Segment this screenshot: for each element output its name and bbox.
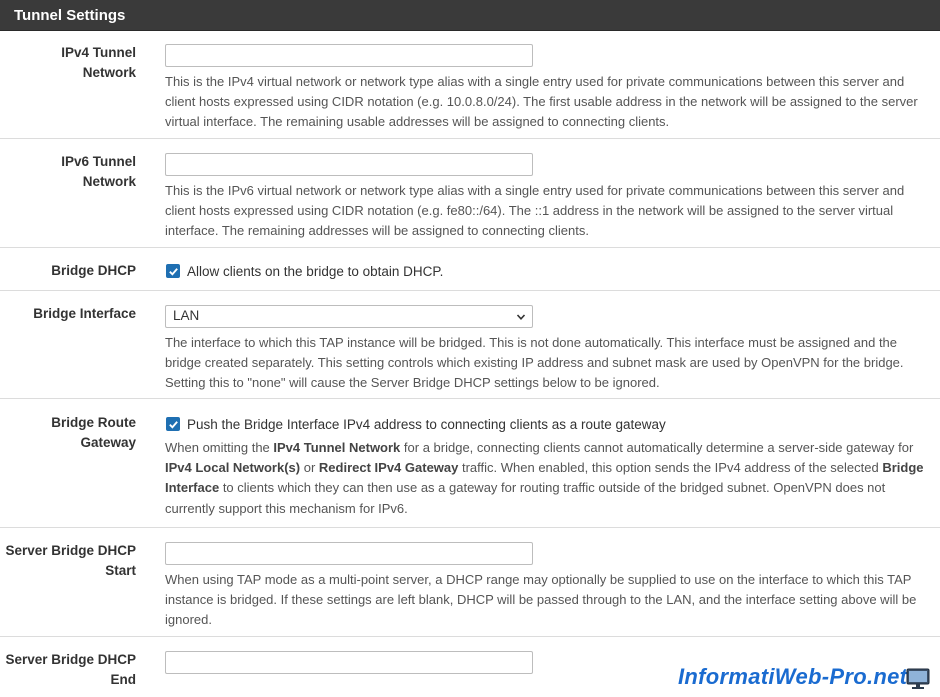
bridge-dhcp-label: Bridge DHCP [51, 263, 136, 278]
row-bridge-route-gateway [0, 399, 940, 528]
server-bridge-dhcp-start-label-line1: Server Bridge DHCP [5, 543, 136, 558]
help-emphasis: IPv4 Local Network(s) [165, 460, 301, 476]
bridge-route-gateway-label [0, 413, 136, 453]
help-text: for a bridge, connecting clients cannot automatically determine a server-side gateway for [400, 440, 914, 455]
ipv4-tunnel-label-line2: Network [82, 65, 136, 80]
bridge-route-gateway-label-line1: Bridge Route [51, 415, 136, 430]
server-bridge-dhcp-end-input[interactable] [165, 651, 533, 674]
ipv4-tunnel-network-input[interactable] [165, 44, 533, 67]
bridge-interface-help: The interface to which this TAP instance will be bridged. This is not done automatically. This interface must be assigned and the bridge created separately. This setting controls which existing IP address and subnet mask are used by OpenVPN for the bridge. Setting this to "none" will cause the Server Bridge DHCP settings below to be ignored. [165, 335, 904, 391]
ipv4-tunnel-label-line1: IPv4 Tunnel [61, 45, 136, 60]
ipv4-tunnel-help: This is the IPv4 virtual network or network type alias with a single entry used for private communications between this server and client hosts expressed using CIDR notation (e.g. 10.0.8.0/24). The first usable address in the network will be assigned to the server virtual interface. The remaining usable addresses will be assigned to connecting clients. [165, 74, 918, 130]
help-text: or [300, 460, 319, 476]
server-bridge-dhcp-start-label [0, 541, 136, 581]
panel-header [0, 0, 940, 31]
server-bridge-dhcp-end-label [0, 650, 136, 690]
ipv6-tunnel-label-line1: IPv6 Tunnel [61, 154, 136, 169]
bridge-route-gateway-checkbox[interactable] [166, 417, 180, 431]
bridge-route-gateway-help [165, 438, 935, 519]
monitor-logo-icon [905, 667, 933, 691]
checkmark-icon [168, 266, 179, 277]
row-bridge-interface [0, 291, 940, 399]
help-text: When omitting the [165, 440, 274, 455]
help-emphasis: Redirect IPv4 Gateway [318, 460, 459, 476]
help-text: to clients which they can then use as a gateway for routing traffic outside of the bridged subnet. OpenVPN does not currently support this mechanism for IPv6. [165, 480, 886, 516]
help-emphasis: Bridge Interface [165, 460, 924, 496]
server-bridge-dhcp-end-label-line2: End [110, 672, 136, 687]
row-ipv6-tunnel-network [0, 139, 940, 248]
row-server-bridge-dhcp-start [0, 528, 940, 637]
ipv6-tunnel-label-line2: Network [82, 174, 136, 189]
bridge-dhcp-checkbox-line[interactable] [165, 261, 935, 281]
checkmark-icon [168, 419, 179, 430]
bridge-interface-label: Bridge Interface [33, 306, 136, 321]
row-bridge-dhcp [0, 248, 940, 291]
server-bridge-dhcp-start-help: When using TAP mode as a multi-point server, a DHCP range may optionally be supplied to use on the interface to which this TAP instance is bridged. If these settings are left blank, DHCP will be passed through to the LAN, and the interface setting above will be ignored. [165, 572, 917, 628]
bridge-dhcp-checkbox[interactable] [166, 264, 180, 278]
chevron-down-icon [516, 312, 526, 322]
server-bridge-dhcp-start-label-line2: Start [105, 563, 136, 578]
bridge-route-gateway-label-line2: Gateway [80, 435, 136, 450]
bridge-interface-select[interactable] [165, 305, 533, 328]
server-bridge-dhcp-end-label-line1: Server Bridge DHCP [5, 652, 136, 667]
bridge-dhcp-checkbox-label: Allow clients on the bridge to obtain DHCP. [187, 263, 444, 279]
server-bridge-dhcp-start-input[interactable] [165, 542, 533, 565]
watermark-text: InformatiWeb-Pro.net [678, 664, 908, 689]
ipv6-tunnel-help: This is the IPv6 virtual network or network type alias with a single entry used for private communications between this server and client hosts expressed using CIDR notation (e.g. fe80::/64). The ::1 address in the network will be assigned to the server virtual interface. The remaining addresses will be assigned to connecting clients. [165, 183, 905, 239]
help-emphasis: IPv4 Tunnel Network [273, 440, 401, 455]
ipv4-tunnel-label [0, 43, 136, 83]
row-ipv4-tunnel-network [0, 31, 940, 139]
bridge-route-gateway-checkbox-line[interactable] [165, 414, 935, 434]
help-text: traffic. When enabled, this option sends the IPv4 address of the selected [458, 460, 883, 476]
panel-title: Tunnel Settings [14, 7, 126, 24]
bridge-route-gateway-checkbox-label: Push the Bridge Interface IPv4 address to connecting clients as a route gateway [187, 416, 666, 432]
ipv6-tunnel-label [0, 152, 136, 192]
bridge-interface-selected: LAN [173, 308, 200, 323]
ipv6-tunnel-network-input[interactable] [165, 153, 533, 176]
